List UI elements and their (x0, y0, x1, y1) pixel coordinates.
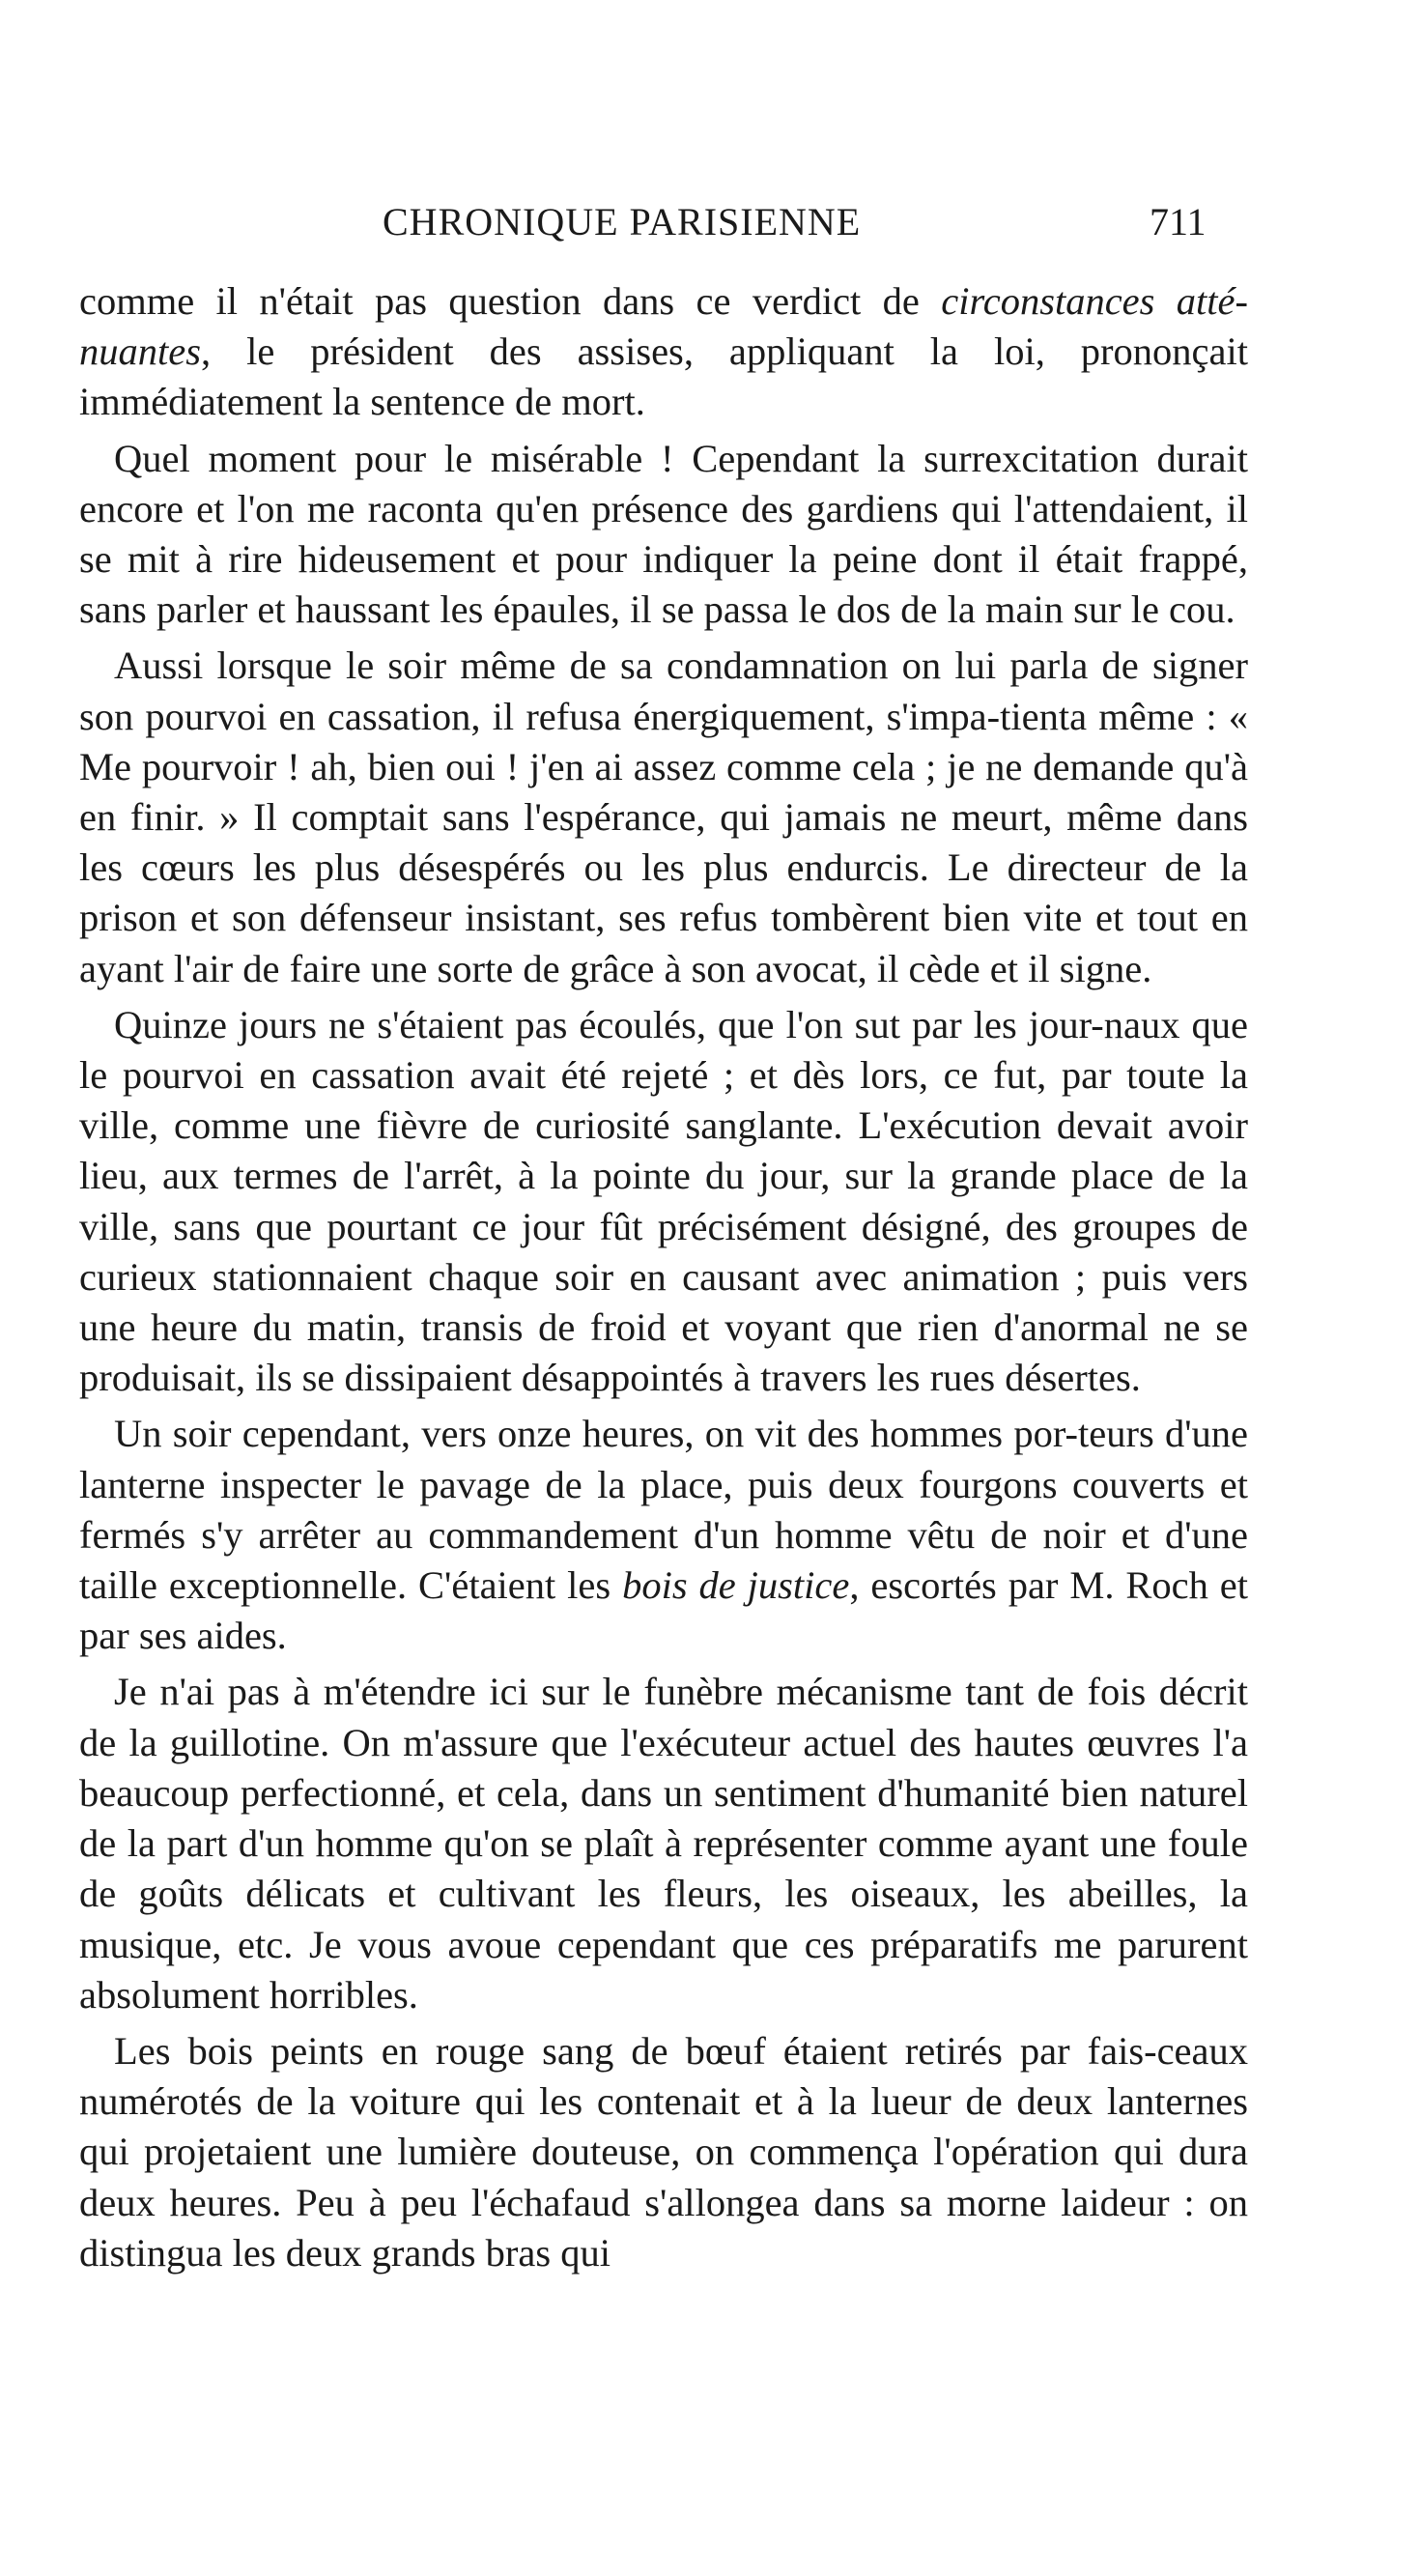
paragraph-5-italic: bois de justice (622, 1563, 850, 1608)
paragraph-1-italic: circonstances atté-nuantes (79, 279, 1248, 374)
body-text (79, 276, 1248, 2278)
paragraph-3: Aussi lorsque le soir même de sa condamnation on lui parla de signer son pourvoi en cassation, il refusa énergiquement, s'impa-tienta même : « Me pourvoir ! ah, bien oui ! j'en ai assez comme cela ; je ne demande qu'à en finir. » Il comptait sans l'espérance, qui jamais ne meurt, même dans les cœurs les plus désespérés ou les plus endurcis. Le directeur de la prison et son défenseur insistant, ses refus tombèrent bien vite et tout en ayant l'air de faire une sorte de grâce à son avocat, il cède et il signe. (79, 644, 1248, 990)
paragraph-5-text-a: Un soir cependant, vers onze heures, on vit des hommes por-teurs d'une lanterne inspecter le pavage de la place, puis deux fourgons couverts et fermés s'y arrêter au commandement d'un homme vêtu de noir et d'une taille exceptionnelle. C'étaient les (79, 1412, 1248, 1608)
paragraph-5-text-b: , escortés par M. Roch et par ses aides. (79, 1563, 1248, 1658)
page-title: CHRONIQUE PARISIENNE (383, 200, 862, 243)
running-head (0, 199, 1420, 257)
page-number: 711 (1150, 200, 1207, 243)
paragraph-1-text-a: comme il n'était pas question dans ce verdict de (79, 279, 942, 323)
paragraph-6: Je n'ai pas à m'étendre ici sur le funèbre mécanisme tant de fois décrit de la guillotine. On m'assure que l'exécuteur actuel des hautes œuvres l'a beaucoup perfectionné, et cela, dans un sentiment d'humanité bien naturel de la part d'un homme qu'on se plaît à représenter comme ayant une foule de goûts délicats et cultivant les fleurs, les oiseaux, les abeilles, la musique, etc. Je vous avoue cependant que ces préparatifs me parurent absolument horribles. (79, 1670, 1248, 2017)
paragraph-7: Les bois peints en rouge sang de bœuf étaient retirés par fais-ceaux numérotés de la voiture qui les contenait et à la lueur de deux lanternes qui projetaient une lumière douteuse, on commença l'opération qui dura deux heures. Peu à peu l'échafaud s'allongea dans sa morne laideur : on distingua les deux grands bras qui (79, 2028, 1248, 2275)
paragraph-2: Quel moment pour le misérable ! Cependant la surrexcitation durait encore et l'on me raconta qu'en présence des gardiens qui l'attendaient, il se mit à rire hideusement et pour indiquer la peine dont il était frappé, sans parler et haussant les épaules, il se passa le dos de la main sur le cou. (79, 436, 1248, 632)
paragraph-4: Quinze jours ne s'étaient pas écoulés, que l'on sut par les jour-naux que le pourvoi en cassation avait été rejeté ; et dès lors, ce fut, par toute la ville, comme une fièvre de curiosité sanglante. L'exécution devait avoir lieu, aux termes de l'arrêt, à la pointe du jour, sur la grande place de la ville, sans que pourtant ce jour fût précisément désigné, des groupes de curieux stationnaient chaque soir en causant avec animation ; puis vers une heure du matin, transis de froid et voyant que rien d'anormal ne se produisait, ils se dissipaient désappointés à travers les rues désertes. (79, 1002, 1248, 1400)
paragraph-1 (79, 276, 1248, 428)
paragraph-5 (79, 1409, 1248, 1661)
paragraph-1-text-b: , le président des assises, appliquant la loi, prononçait immédiatement la sentence de mort. (79, 329, 1248, 424)
